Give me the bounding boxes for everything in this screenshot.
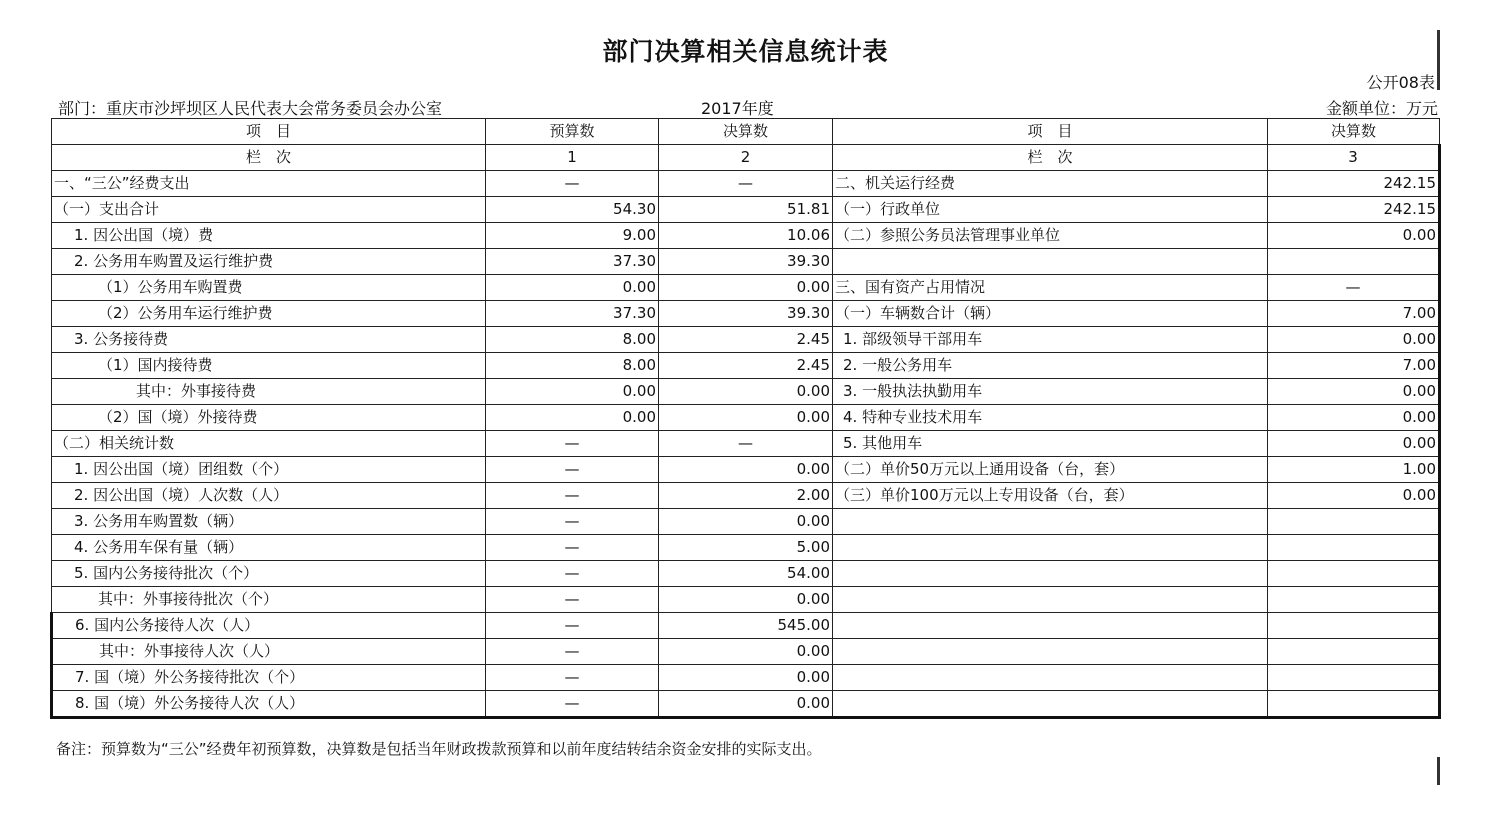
- row-item-right: [833, 613, 1268, 639]
- table-row: [52, 405, 1440, 431]
- row-item-right: 4. 特种专业技术用车: [833, 405, 1268, 431]
- col-label-left: 栏 次: [52, 145, 486, 171]
- row-item-left: 2. 因公出国（境）人次数（人）: [52, 483, 486, 509]
- row-final-right-value: 0.00: [1268, 405, 1440, 431]
- row-budget-value: —: [486, 535, 659, 561]
- statistics-table: [50, 118, 1441, 719]
- row-budget-value: 8.00: [486, 327, 659, 353]
- row-item-right: （二）单价50万元以上通用设备（台，套）: [833, 457, 1268, 483]
- row-budget-value: 0.00: [486, 275, 659, 301]
- row-final-right-value: [1268, 249, 1440, 275]
- row-final-right-value: [1268, 691, 1440, 718]
- row-budget-value: —: [486, 691, 659, 718]
- row-final-value: 2.45: [659, 327, 833, 353]
- table-row: [52, 691, 1440, 718]
- meta-line: [58, 96, 1438, 118]
- row-budget-value: —: [486, 639, 659, 665]
- footnote: 备注：预算数为“三公”经费年初预算数，决算数是包括当年财政拨款预算和以前年度结转结余资金安排的实际支出。: [56, 740, 822, 758]
- table-row: [52, 301, 1440, 327]
- row-final-value: 0.00: [659, 639, 833, 665]
- row-final-value: 54.00: [659, 561, 833, 587]
- row-final-value: —: [659, 171, 833, 197]
- row-final-value: 0.00: [659, 691, 833, 718]
- row-final-value: 0.00: [659, 665, 833, 691]
- row-item-right: [833, 535, 1268, 561]
- row-item-right: [833, 561, 1268, 587]
- row-final-value: 2.45: [659, 353, 833, 379]
- row-budget-value: —: [486, 457, 659, 483]
- row-item-right: [833, 249, 1268, 275]
- row-final-value: 0.00: [659, 405, 833, 431]
- row-item-right: 3. 一般执法执勤用车: [833, 379, 1268, 405]
- row-item-left: 1. 因公出国（境）团组数（个）: [52, 457, 486, 483]
- row-budget-value: —: [486, 587, 659, 613]
- row-final-right-value: [1268, 613, 1440, 639]
- table-row: [52, 223, 1440, 249]
- row-final-right-value: [1268, 587, 1440, 613]
- row-item-left: （1）国内接待费: [52, 353, 486, 379]
- page-title: 部门决算相关信息统计表: [602, 37, 889, 66]
- row-item-right: （一）行政单位: [833, 197, 1268, 223]
- row-final-right-value: 1.00: [1268, 457, 1440, 483]
- row-final-value: —: [659, 431, 833, 457]
- row-final-right-value: 0.00: [1268, 431, 1440, 457]
- row-final-value: 10.06: [659, 223, 833, 249]
- row-final-right-value: [1268, 535, 1440, 561]
- row-final-value: 39.30: [659, 249, 833, 275]
- row-item-left: 其中：外事接待人次（人）: [52, 639, 486, 665]
- row-budget-value: 37.30: [486, 249, 659, 275]
- row-item-right: （二）参照公务员法管理事业单位: [833, 223, 1268, 249]
- header-final: 决算数: [659, 119, 833, 145]
- row-item-left: 3. 公务接待费: [52, 327, 486, 353]
- table-row: [52, 665, 1440, 691]
- row-item-left: 其中：外事接待费: [52, 379, 486, 405]
- row-budget-value: —: [486, 431, 659, 457]
- row-final-value: 0.00: [659, 509, 833, 535]
- row-item-left: 5. 国内公务接待批次（个）: [52, 561, 486, 587]
- row-final-right-value: 242.15: [1268, 171, 1440, 197]
- row-budget-value: 37.30: [486, 301, 659, 327]
- table-row: [52, 613, 1440, 639]
- row-item-left: 其中：外事接待批次（个）: [52, 587, 486, 613]
- table-row: [52, 431, 1440, 457]
- col-number-3: 3: [1268, 145, 1440, 171]
- row-final-right-value: [1268, 639, 1440, 665]
- row-item-left: （一）支出合计: [52, 197, 486, 223]
- row-item-right: 三、国有资产占用情况: [833, 275, 1268, 301]
- table-row: [52, 379, 1440, 405]
- row-item-left: 7. 国（境）外公务接待批次（个）: [52, 665, 486, 691]
- header-budget: 预算数: [486, 119, 659, 145]
- row-item-right: [833, 509, 1268, 535]
- row-final-value: 0.00: [659, 587, 833, 613]
- row-final-value: 2.00: [659, 483, 833, 509]
- column-number-row: [52, 145, 1440, 171]
- row-item-left: （2）公务用车运行维护费: [52, 301, 486, 327]
- row-item-left: 一、“三公”经费支出: [52, 171, 486, 197]
- row-item-right: （一）车辆数合计（辆）: [833, 301, 1268, 327]
- row-item-right: [833, 691, 1268, 718]
- table-row: [52, 483, 1440, 509]
- row-item-left: 3. 公务用车购置数（辆）: [52, 509, 486, 535]
- row-item-left: 8. 国（境）外公务接待人次（人）: [52, 691, 486, 718]
- row-final-right-value: 0.00: [1268, 327, 1440, 353]
- header-row: [52, 119, 1440, 145]
- row-final-right-value: 242.15: [1268, 197, 1440, 223]
- table-row: [52, 327, 1440, 353]
- row-final-value: 39.30: [659, 301, 833, 327]
- row-item-left: 2. 公务用车购置及运行维护费: [52, 249, 486, 275]
- row-final-right-value: [1268, 509, 1440, 535]
- row-budget-value: —: [486, 561, 659, 587]
- row-budget-value: —: [486, 483, 659, 509]
- table-row: [52, 171, 1440, 197]
- table-row: [52, 535, 1440, 561]
- form-number: 公开08表: [1366, 73, 1435, 92]
- row-budget-value: 8.00: [486, 353, 659, 379]
- col-label-right: 栏 次: [833, 145, 1268, 171]
- unit-label: 金额单位：万元: [1325, 99, 1438, 118]
- table-row: [52, 249, 1440, 275]
- row-item-right: 5. 其他用车: [833, 431, 1268, 457]
- row-budget-value: 54.30: [486, 197, 659, 223]
- row-final-right-value: 7.00: [1268, 353, 1440, 379]
- row-final-right-value: 7.00: [1268, 301, 1440, 327]
- row-item-left: 1. 因公出国（境）费: [52, 223, 486, 249]
- table-row: [52, 353, 1440, 379]
- year-label: 2017年度: [701, 99, 774, 118]
- row-budget-value: —: [486, 665, 659, 691]
- row-budget-value: —: [486, 613, 659, 639]
- row-budget-value: 0.00: [486, 405, 659, 431]
- row-item-right: [833, 665, 1268, 691]
- row-final-value: 545.00: [659, 613, 833, 639]
- row-final-right-value: —: [1268, 275, 1440, 301]
- table-row: [52, 639, 1440, 665]
- table-row: [52, 587, 1440, 613]
- table-row: [52, 197, 1440, 223]
- row-budget-value: 9.00: [486, 223, 659, 249]
- bottom-right-rule: [1437, 757, 1440, 785]
- row-budget-value: —: [486, 171, 659, 197]
- table-row: [52, 561, 1440, 587]
- row-final-right-value: 0.00: [1268, 483, 1440, 509]
- row-final-right-value: [1268, 561, 1440, 587]
- table-row: [52, 509, 1440, 535]
- row-item-left: （2）国（境）外接待费: [52, 405, 486, 431]
- row-item-left: 4. 公务用车保有量（辆）: [52, 535, 486, 561]
- row-final-right-value: 0.00: [1268, 223, 1440, 249]
- row-final-value: 0.00: [659, 275, 833, 301]
- row-final-value: 51.81: [659, 197, 833, 223]
- header-final-right: 决算数: [1268, 119, 1440, 145]
- row-item-right: （三）单价100万元以上专用设备（台，套）: [833, 483, 1268, 509]
- col-number-2: 2: [659, 145, 833, 171]
- row-budget-value: —: [486, 509, 659, 535]
- table-row: [52, 457, 1440, 483]
- row-item-right: [833, 639, 1268, 665]
- row-item-right: 2. 一般公务用车: [833, 353, 1268, 379]
- row-item-right: [833, 587, 1268, 613]
- row-item-left: （二）相关统计数: [52, 431, 486, 457]
- row-item-left: （1）公务用车购置费: [52, 275, 486, 301]
- row-final-value: 0.00: [659, 457, 833, 483]
- row-final-right-value: [1268, 665, 1440, 691]
- header-item-left: 项 目: [52, 119, 486, 145]
- table-row: [52, 275, 1440, 301]
- row-final-value: 0.00: [659, 379, 833, 405]
- department-label: 部门：重庆市沙坪坝区人民代表大会常务委员会办公室: [58, 99, 443, 118]
- row-final-value: 5.00: [659, 535, 833, 561]
- row-final-right-value: 0.00: [1268, 379, 1440, 405]
- col-number-1: 1: [486, 145, 659, 171]
- row-item-right: 二、机关运行经费: [833, 171, 1268, 197]
- row-budget-value: 0.00: [486, 379, 659, 405]
- row-item-right: 1. 部级领导干部用车: [833, 327, 1268, 353]
- header-item-right: 项 目: [833, 119, 1268, 145]
- row-item-left: 6. 国内公务接待人次（人）: [52, 613, 486, 639]
